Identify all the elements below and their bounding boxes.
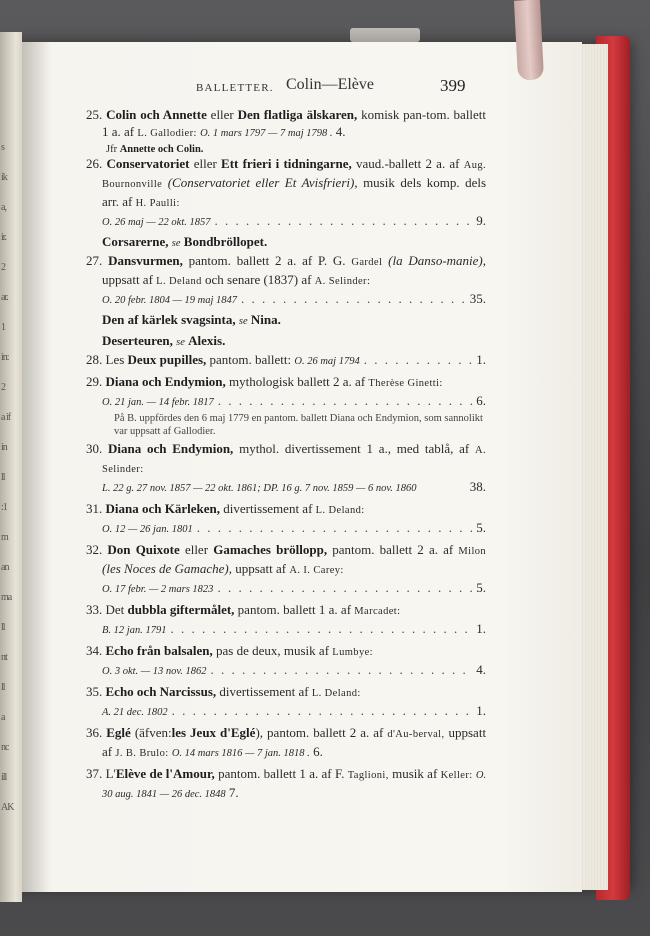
entry-author: Lumbye:: [332, 647, 373, 658]
entry-page: 4.: [476, 662, 486, 677]
margin-fragment: ll: [1, 622, 5, 633]
entry-page: 5.: [476, 520, 486, 535]
entry-26: 26. Conservatoriet eller Ett frieri i tidningarne, vaud.-ballett 2 a. af Aug. Bournonville (Conservatoriet eller Et Avisfrieri), musik dels komp. dels arr. af H. Paulli: O. 26 maj — 22 okt. 1857 . . . 9.: [86, 155, 486, 231]
entry-performances: O. 12 — 26 jan. 1801: [102, 524, 193, 535]
entry-page: 1.: [476, 352, 486, 367]
page-number: 399: [440, 76, 466, 95]
entry-performances: B. 12 jan. 1791: [102, 625, 167, 636]
margin-fragment: s: [1, 142, 4, 153]
leader-dots: [215, 212, 475, 229]
entry-author: Therèse Ginetti:: [368, 378, 443, 389]
entry-page: 7.: [228, 785, 239, 800]
entry-title: Elève de l'Amour,: [115, 766, 215, 781]
margin-fragment: ik: [1, 172, 7, 183]
entry-title: Deux pupilles,: [127, 352, 207, 367]
entry-author: Aug. Bournonville: [102, 160, 487, 190]
entry-author: Milon: [458, 546, 487, 557]
entry-author: L. Gallodier:: [137, 128, 197, 139]
entry-performances: A. 21 dec. 1802: [102, 707, 168, 718]
entry-title: Eglé: [106, 725, 131, 740]
margin-fragment: an: [1, 562, 9, 573]
margin-fragment: ar.: [1, 292, 8, 303]
entry-title: Echo från balsalen,: [105, 643, 213, 658]
header-range: Colin—Elève: [286, 76, 374, 93]
margin-fragment: a if: [1, 412, 11, 423]
margin-fragment: AK: [1, 802, 14, 813]
entry-page: 1.: [476, 703, 486, 718]
entry-page: 9.: [476, 213, 486, 228]
cross-reference: Corsarerne, se Bondbröllopet.: [102, 234, 268, 249]
entry-performances: O. 14 mars 1816 — 7 jan. 1818 .: [171, 748, 310, 759]
entry-title: Diana och Endymion,: [105, 374, 226, 389]
entry-33: 33. Det dubbla giftermålet, pantom. ballett 1 a. af Marcadet: B. 12 jan. 1791 . . . 1.: [86, 601, 486, 639]
entry-page: 6.: [476, 393, 486, 408]
cross-reference: Den af kärlek svagsinta, se Nina.: [102, 312, 281, 327]
entry-performances: O. 30 aug. 1841 — 26 dec. 1848: [102, 770, 487, 800]
entry-35: 35. Echo och Narcissus, divertissement af L. Deland: A. 21 dec. 1802 . . . 1.: [86, 683, 486, 721]
entry-performances: O. 20 febr. 1804 — 19 maj 1847: [102, 295, 238, 306]
entry-author: d'Au-berval,: [387, 729, 445, 740]
leader-dots: [197, 519, 475, 536]
entry-29: 29. Diana och Endymion, mythologisk ballett 2 a. af Therèse Ginetti: O. 21 jan. — 14 febr. 1817 . . . 6.: [86, 373, 486, 411]
entry-performances: O. 17 febr. — 2 mars 1823: [102, 584, 214, 595]
entry-title-alt: Den flatliga älskaren,: [237, 107, 358, 122]
entry-note: På B. uppfördes den 6 maj 1779 en pantom. ballett Diana och Endymion, som sannolikt var uppsatt af Gallodier.: [114, 413, 483, 437]
entry-page: 38.: [469, 479, 486, 494]
entry-performances: L. 22 g. 27 nov. 1857 — 22 okt. 1861; DP. 16 g. 7 nov. 1859 — 6 nov. 1860: [102, 483, 417, 494]
entry-page: 35.: [469, 291, 486, 306]
margin-fragment: 1: [1, 322, 5, 333]
leader-dots: [172, 702, 475, 719]
page-clip: [350, 28, 420, 42]
entry-25: 25. Colin och Annette eller Den flatliga älskaren, komisk pan-tom. ballett 1 a. af L. Gallodier: O. 1 mars 1797 — 7 maj 1798 . 4.: [86, 107, 487, 139]
leader-dots: [170, 620, 474, 637]
leader-dots: [217, 579, 474, 596]
cross-reference: Jfr Annette och Colin.: [106, 144, 204, 155]
entry-page: 1.: [476, 621, 486, 636]
leader-dots: [218, 392, 475, 409]
leader-dots: [211, 661, 475, 678]
entry-32: 32. Don Quixote eller Gamaches bröllopp, pantom. ballett 2 a. af Milon (les Noces de Gamache), uppsatt af A. I. Carey: O. 17 febr. — 2 mars 1823 . . . 5.: [86, 541, 486, 598]
entry-author: Marcadet:: [354, 606, 401, 617]
entry-34: 34. Echo från balsalen, pas de deux, musik af Lumbye: O. 3 okt. — 13 nov. 1862 . . . 4.: [86, 642, 486, 680]
entry-title: Diana och Kärleken,: [105, 501, 220, 516]
entry-title-alt: Gamaches bröllopp,: [213, 542, 328, 557]
margin-fragment: 2: [1, 262, 5, 273]
margin-fragment: in: [1, 442, 7, 453]
entry-title: Conservatoriet: [106, 156, 190, 171]
facing-page-edge: [0, 32, 22, 902]
entry-title: Colin och Annette: [106, 107, 207, 122]
entry-31: 31. Diana och Kärleken, divertissement af L. Deland: O. 12 — 26 jan. 1801 . . . 5.: [86, 500, 486, 538]
entry-performances: O. 26 maj 1794: [294, 356, 360, 367]
entry-page: 4.: [335, 124, 346, 139]
entry-title: Don Quixote: [107, 542, 180, 557]
entry-30: 30. Diana och Endymion, mythol. divertissement 1 a., med tablå, af A. Selinder: L. 22 g. 27 nov. 1857 — 22 okt. 1861; DP. 16 g. 7 nov. 1859 — 6 nov. 1860 38.: [86, 440, 486, 497]
margin-fragment: nc: [1, 742, 9, 753]
entry-author: Gardel: [351, 257, 383, 268]
entry-title: Dansvurmen,: [108, 253, 183, 268]
entry-author: A. Selinder:: [102, 445, 487, 475]
entry-author: L. Deland:: [315, 505, 365, 516]
entry-page: 5.: [476, 580, 486, 595]
entry-page: 6.: [313, 744, 323, 759]
entry-36: 36. Eglé (äfven:les Jeux d'Eglé), pantom. ballett 2 a. af d'Au-berval, uppsatt af J. B. Brulo: O. 14 mars 1816 — 7 jan. 1818 . 6.: [86, 725, 487, 759]
entry-performances: O. 26 maj — 22 okt. 1857: [102, 217, 211, 228]
entry-title: Echo och Narcissus,: [105, 684, 217, 699]
margin-fragment: ll: [1, 682, 5, 693]
cross-reference: Deserteuren, se Alexis.: [102, 333, 226, 348]
margin-fragment: ill: [1, 772, 7, 783]
entry-performances: O. 1 mars 1797 — 7 maj 1798 .: [200, 128, 333, 139]
bookmark-ribbon: [514, 0, 544, 81]
running-header: [0, 76, 650, 100]
leader-dots: [364, 351, 475, 368]
entry-28: 28. Les Deux pupilles, pantom. ballett: O. 26 maj 1794 . . . 1.: [86, 351, 486, 370]
entry-title: Diana och Endymion,: [108, 441, 234, 456]
spine-shadow: [20, 42, 50, 892]
margin-fragment: a,: [1, 202, 6, 213]
margin-fragment: a: [1, 712, 5, 723]
margin-fragment: in:: [1, 352, 9, 363]
entry-list: [86, 106, 486, 803]
margin-fragment: 2: [1, 382, 5, 393]
entry-title: dubbla giftermålet,: [127, 602, 235, 617]
margin-fragment: nt: [1, 652, 7, 663]
margin-fragment: ll: [1, 472, 5, 483]
margin-fragment: ir.: [1, 232, 7, 243]
entry-author: L. Deland:: [311, 688, 361, 699]
entry-author: Taglioni,: [347, 770, 389, 781]
entry-27: 27. Dansvurmen, pantom. ballett 2 a. af P. G. Gardel (la Danso-manie), uppsatt af L. Deland och senare (1837) af A. Selinder: O. 20 febr. 1804 — 19 maj 1847 . . . 35.: [86, 252, 486, 309]
entry-performances: O. 3 okt. — 13 nov. 1862: [102, 666, 207, 677]
margin-fragment: ma: [1, 592, 12, 603]
margin-fragment: m: [1, 532, 8, 543]
leader-dots: [241, 290, 468, 307]
entry-37: 37. L'Elève de l'Amour, pantom. ballett 1 a. af F. Taglioni, musik af Keller: O. 30 aug. 1841 — 26 dec. 1848 7.: [86, 766, 487, 800]
entry-title-alt: Ett frieri i tidningarne,: [221, 156, 352, 171]
entry-performances: O. 21 jan. — 14 febr. 1817: [102, 397, 214, 408]
header-section: BALLETTER.: [196, 82, 274, 94]
margin-fragment: :1: [1, 502, 7, 513]
